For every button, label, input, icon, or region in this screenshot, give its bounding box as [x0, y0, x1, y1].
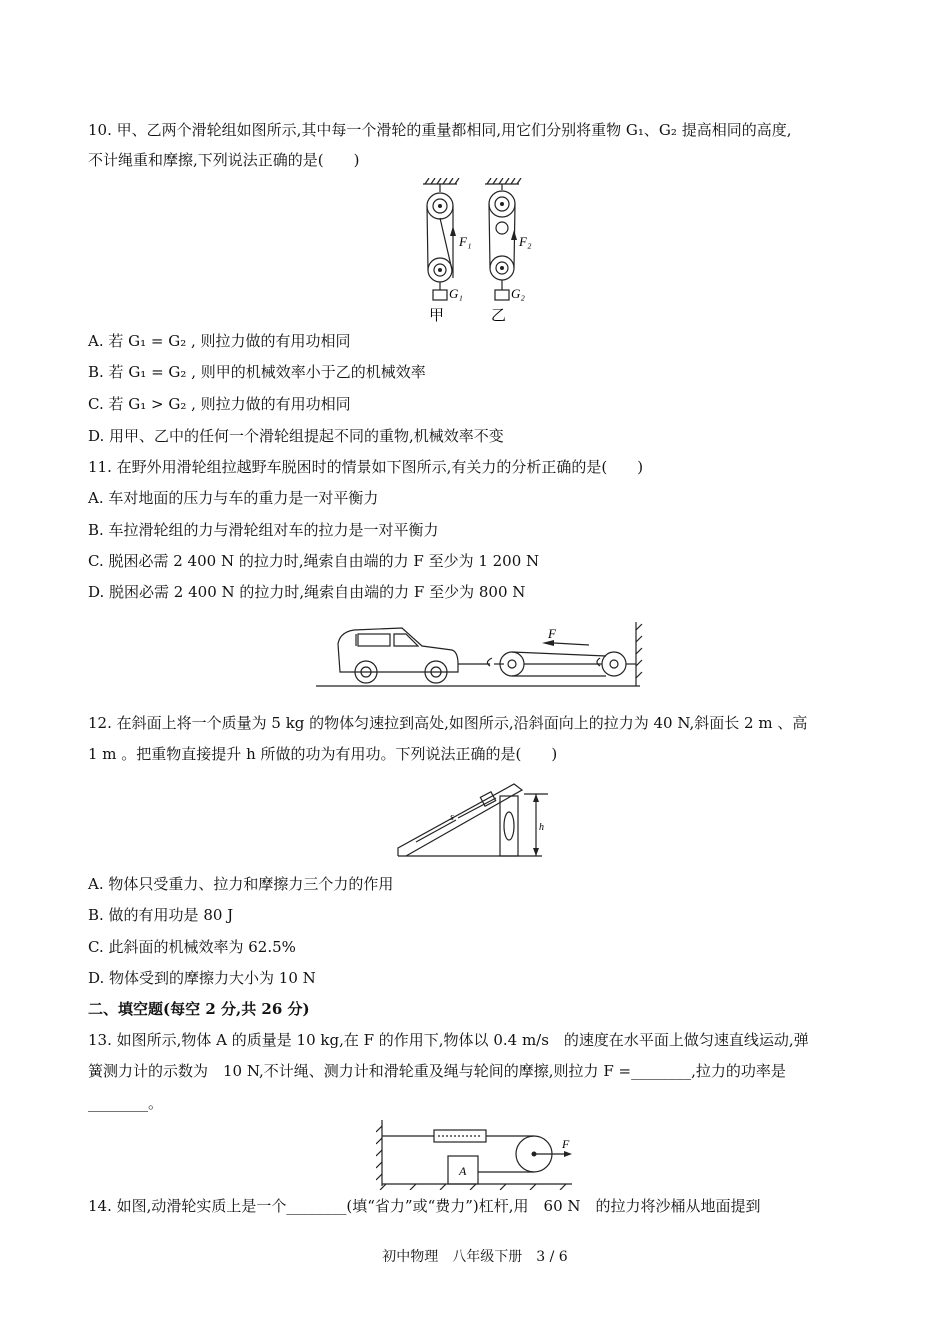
q10-fig-f1: F₁: [459, 234, 472, 249]
q12-stem-line2: 1 m 。把重物直接提升 h 所做的功为有用功。下列说法正确的是( ): [88, 745, 558, 763]
q12-option-a: A. 物体只受重力、拉力和摩擦力三个力的作用: [88, 875, 394, 893]
q10-pulley-figure: [415, 178, 545, 328]
q10-option-c: C. 若 G₁ > G₂ , 则拉力做的有用功相同: [88, 395, 351, 413]
q10-stem-line1: 10. 甲、乙两个滑轮组如图所示,其中每一个滑轮的重量都相同,用它们分别将重物 G₁、G₂ 提高相同的高度,: [88, 121, 792, 139]
page-footer: 初中物理 八年级下册 3 / 6: [382, 1249, 568, 1265]
q10-fig-g2: G₂: [511, 286, 525, 301]
q12-fig-s: s: [450, 812, 454, 823]
q10-fig-label-jia: 甲: [429, 306, 445, 324]
q10-option-d: D. 用甲、乙中的任何一个滑轮组提起不同的重物,机械效率不变: [88, 427, 504, 445]
q11-car-figure: [314, 620, 644, 692]
q13-line1: 13. 如图所示,物体 A 的质量是 10 kg,在 F 的作用下,物体以 0.4 m/s 的速度在水平面上做匀速直线运动,弹: [88, 1031, 809, 1049]
q11-option-d: D. 脱困必需 2 400 N 的拉力时,绳索自由端的力 F 至少为 800 N: [88, 583, 526, 601]
q12-option-d: D. 物体受到的摩擦力大小为 10 N: [88, 969, 316, 987]
q11-option-b: B. 车拉滑轮组的力与滑轮组对车的拉力是一对平衡力: [88, 521, 439, 539]
section2-title: 二、填空题(每空 2 分,共 26 分): [88, 1000, 310, 1018]
q10-option-b: B. 若 G₁ = G₂ , 则甲的机械效率小于乙的机械效率: [88, 363, 426, 381]
q13-fig-a: A: [459, 1164, 467, 1178]
q13-line2: 簧测力计的示数为 10 N,不计绳、测力计和滑轮重及绳与轮间的摩擦,则拉力 F =________,拉力的功率是: [88, 1062, 786, 1080]
q12-incline-figure: [396, 780, 556, 862]
q12-option-c: C. 此斜面的机械效率为 62.5%: [88, 938, 296, 956]
q12-stem-line1: 12. 在斜面上将一个质量为 5 kg 的物体匀速拉到高处,如图所示,沿斜面向上的拉力为 40 N,斜面长 2 m 、高: [88, 714, 808, 732]
q11-fig-f: F: [548, 626, 556, 641]
q10-fig-g1: G₁: [449, 286, 463, 301]
q12-option-b: B. 做的有用功是 80 J: [88, 906, 234, 924]
q13-spring-figure: [376, 1118, 576, 1190]
q11-stem: 11. 在野外用滑轮组拉越野车脱困时的情景如下图所示,有关力的分析正确的是( ): [88, 458, 644, 476]
q10-option-a: A. 若 G₁ = G₂ , 则拉力做的有用功相同: [88, 332, 351, 350]
q13-fig-f: F: [562, 1137, 570, 1151]
q14-line1: 14. 如图,动滑轮实质上是一个________(填“省力”或“费力”)杠杆,用 60 N 的拉力将沙桶从地面提到: [88, 1197, 761, 1215]
q10-fig-f2: F₂: [519, 234, 532, 249]
q13-line3: ________。: [88, 1094, 164, 1112]
q11-option-a: A. 车对地面的压力与车的重力是一对平衡力: [88, 489, 379, 507]
q12-fig-h: h: [539, 822, 544, 833]
q11-option-c: C. 脱困必需 2 400 N 的拉力时,绳索自由端的力 F 至少为 1 200 N: [88, 552, 540, 570]
q10-stem-line2: 不计绳重和摩擦,下列说法正确的是( ): [88, 151, 360, 169]
q10-fig-label-yi: 乙: [491, 306, 507, 324]
